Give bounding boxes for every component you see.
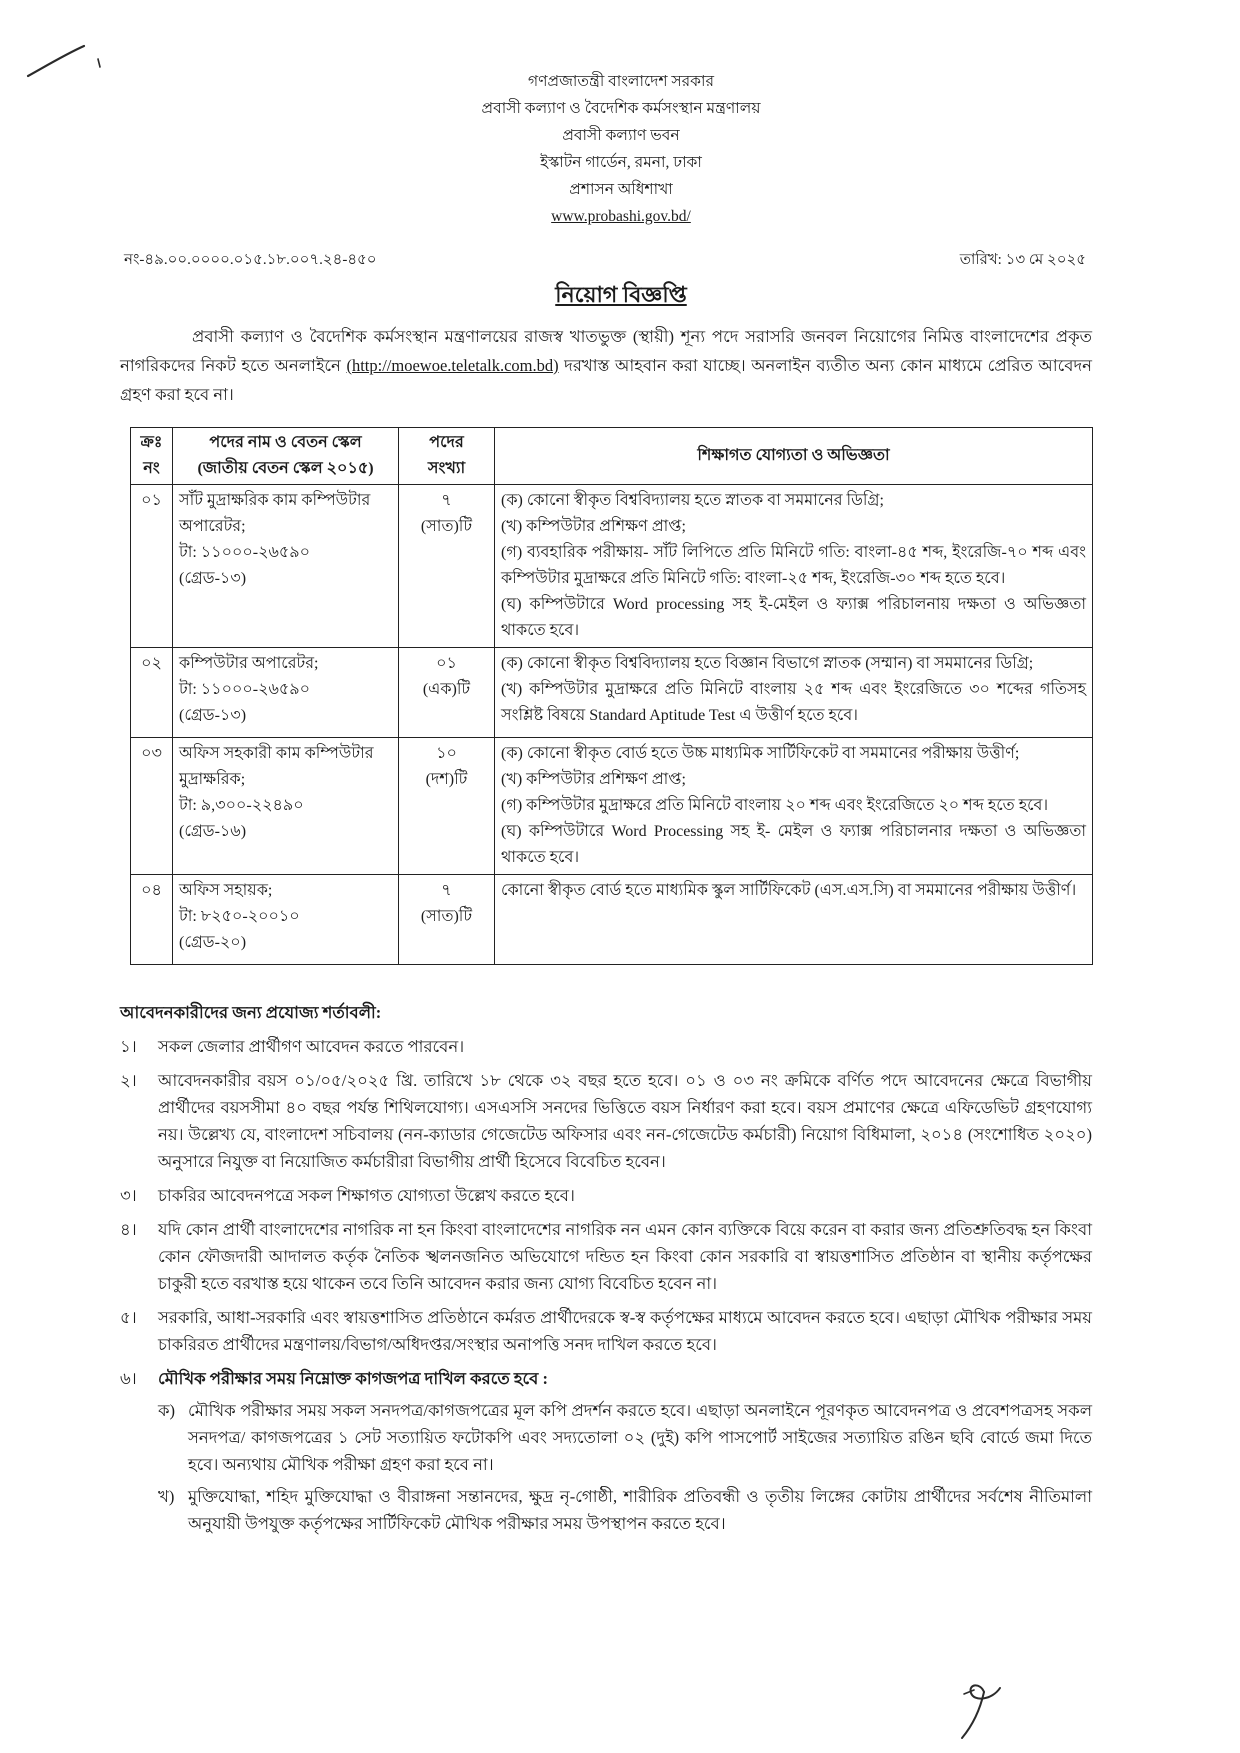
qualification-item: (ক) কোনো স্বীকৃত বিশ্ববিদ্যালয় হতে বিজ্ঞান বিভাগে স্নাতক (সম্মান) বা সমমানের ডিগ্রি; [501, 655, 1034, 672]
condition-item [120, 1067, 1092, 1175]
condition-item [120, 1182, 1092, 1209]
condition-body [158, 1304, 1092, 1358]
condition-body [158, 1365, 1092, 1537]
post-count: ৭ [441, 492, 452, 509]
qualification-item: (গ) ব্যবহারিক পরীক্ষায়- সাঁট লিপিতে প্রতি মিনিটে গতি: বাংলা-৪৫ শব্দ, ইংরেজি-৭০ শব্দ এবং কম্পিউটার মুদ্রাক্ষরে প্রতি মিনিটে গতি: বাংলা-২৫ শব্দ, ইংরেজি-৩০ শব্দ হতে হবে। [501, 544, 1086, 587]
vacancy-row [131, 875, 1093, 965]
condition-number: ৪। [120, 1220, 137, 1239]
header-building: প্রবাসী কল্যাণ ভবন [562, 127, 680, 144]
application-url: (http://moewoe.teletalk.com.bd) [346, 356, 559, 375]
memo-number: নং-৪৯.০০.০০০০.০১৫.১৮.০০৭.২৪-৪৫০ [124, 252, 377, 268]
notice-title: নিয়োগ বিজ্ঞপ্তি [555, 282, 687, 307]
pay-grade: (গ্রেড-১৬) [179, 823, 247, 840]
post-count-cell [399, 875, 495, 965]
header-count-line: পদের [429, 434, 464, 451]
condition-number: ১। [120, 1037, 137, 1056]
row-serial: ০১ [131, 485, 173, 648]
header-branch: প্রশাসন অধিশাখা [569, 181, 673, 198]
header-qualification: শিক্ষাগত যোগ্যতা ও অভিজ্ঞতা [495, 428, 1093, 485]
condition-text: চাকরির আবেদনপত্রে সকল শিক্ষাগত যোগ্যতা উল্লেখ করতে হবে। [158, 1186, 575, 1205]
post-count: ৭ [441, 882, 452, 899]
qualification-cell [495, 738, 1093, 875]
condition-number: ২। [120, 1071, 137, 1090]
header-count [399, 428, 495, 485]
vacancy-row [131, 648, 1093, 738]
qualification-item: (ঘ) কম্পিউটারে Word Processing সহ ই- মেইল ও ফ্যাক্স পরিচালনার দক্ষতা ও অভিজ্ঞতা থাকতে হবে। [501, 823, 1086, 866]
pay-grade: (গ্রেড-২০) [179, 934, 247, 951]
sub-item-text: মুক্তিযোদ্ধা, শহিদ মুক্তিযোদ্ধা ও বীরাঙ্গনা সন্তানদের, ক্ষুদ্র নৃ-গোষ্ঠী, শারীরিক প্রতিবন্ধী ও তৃতীয় লিঙ্গের কোটায় প্রার্থীদের সর্বশেষ নীতিমালা অনুযায়ী উপযুক্ত কর্তৃপক্ষের সার্টিফিকেট মৌখিক পরীক্ষার সময় উপস্থাপন করতে হবে। [188, 1487, 1092, 1533]
qualification-item: (ক) কোনো স্বীকৃত বোর্ড হতে উচ্চ মাধ্যমিক সার্টিফিকেট বা সমমানের পরীক্ষায় উত্তীর্ণ; [501, 745, 1020, 762]
issue-date: তারিখ: ১৩ মে ২০২৫ [959, 252, 1086, 268]
post-cell [173, 738, 399, 875]
vacancy-table-head [131, 428, 1093, 485]
post-count-cell [399, 648, 495, 738]
header-serial-line: নং [143, 460, 160, 477]
condition-item [120, 1216, 1092, 1297]
qualification-item: কোনো স্বীকৃত বোর্ড হতে মাধ্যমিক স্কুল সার্টিফিকেট (এস.এস.সি) বা সমমানের পরীক্ষায় উত্তীর্ণ। [501, 882, 1077, 899]
header-serial [131, 428, 173, 485]
condition-body [158, 1182, 1092, 1209]
qualification-cell [495, 485, 1093, 648]
condition-item [120, 1365, 1092, 1537]
condition-text: সরকারি, আধা-সরকারি এবং স্বায়ত্তশাসিত প্রতিষ্ঠানে কর্মরত প্রার্থীদেরকে স্ব-স্ব কর্তৃপক্ষের মাধ্যমে আবেদন করতে হবে। এছাড়া মৌখিক পরীক্ষার সময় চাকরিরত প্রার্থীদের মন্ত্রণালয়/বিভাগ/অধিদপ্তর/সংস্থার অনাপত্তি সনদ দাখিল করতে হবে। [158, 1308, 1092, 1354]
condition-text: আবেদনকারীর বয়স ০১/০৫/২০২৫ খ্রি. তারিখে ১৮ থেকে ৩২ বছর হতে হবে। ০১ ও ০৩ নং ক্রমিকে বর্ণিত পদে আবেদনের ক্ষেত্রে বিভাগীয় প্রার্থীদের বয়সসীমা ৪০ বছর পর্যন্ত শিথিলযোগ্য। এসএসসি সনদের ভিত্তিতে বয়স নির্ধারণ করা হবে। বয়স প্রমাণের ক্ষেত্রে এফিডেভিট গ্রহণযোগ্য নয়। উল্লেখ্য যে, বাংলাদেশ সচিবালয় (নন-ক্যাডার গেজেটেড অফিসার এবং নন-গেজেটেড কর্মচারী) নিয়োগ বিধিমালা, ২০১৪ (সংশোধিত ২০২০) অনুসারে নিযুক্ত বা নিয়োজিত কর্মচারীরা বিভাগীয় প্রার্থী হিসেবে বিবেচিত হবেন। [158, 1071, 1092, 1171]
document-content [120, 68, 1092, 1537]
condition-number: ৫। [120, 1308, 137, 1327]
header-post-title: পদের নাম ও বেতন স্কেল [209, 434, 362, 451]
qualification-item: (খ) কম্পিউটার মুদ্রাক্ষরে প্রতি মিনিটে বাংলায় ২৫ শব্দ এবং ইংরেজিতে ৩০ শব্দের গতিসহ সংশ্লিষ্ট বিষয়ে Standard Aptitude Test এ উত্তীর্ণ হতে হবে। [501, 681, 1086, 724]
condition-sub-item [158, 1483, 1092, 1537]
intro-paragraph [120, 322, 1092, 409]
condition-text: যদি কোন প্রার্থী বাংলাদেশের নাগরিক না হন কিংবা বাংলাদেশের নাগরিক নন এমন কোন ব্যক্তিকে বিয়ে করেন বা করার জন্য প্রতিশ্রুতিবদ্ধ হন কিংবা কোন ফৌজদারী আদালত কর্তৃক নৈতিক স্খলনজনিত অভিযোগে দন্ডিত হন কিংবা কোন সরকারি বা স্বায়ত্তশাসিত প্রতিষ্ঠান বা স্থানীয় কর্তৃপক্ষের চাকুরী হতে বরখাস্ত হয়ে থাকেন তবে তিনি আবেদন করার জন্য যোগ্য বিবেচিত হবেন না। [158, 1220, 1092, 1293]
condition-number: ৬। [120, 1369, 137, 1388]
letterhead [120, 68, 1092, 230]
intro-text: প্রবাসী কল্যাণ ও বৈদেশিক কর্মসংস্থান মন্ত্রণালয়ের রাজস্ব খাতভুক্ত (স্থায়ী) শূন্য পদে সরাসরি জনবল নিয়োগের নিমিত্ত বাংলাদেশের প্রকৃত নাগরিকদের নিকট হতে অনলাইনে [120, 327, 1092, 375]
header-post-subtitle: (জাতীয় বেতন স্কেল ২০১৫) [197, 460, 374, 477]
post-count-words: (সাত)টি [420, 908, 473, 925]
post-count-words: (দশ)টি [425, 771, 468, 788]
qualification-cell [495, 875, 1093, 965]
sub-item-label: ক) [158, 1401, 176, 1420]
post-cell [173, 648, 399, 738]
vacancy-table [130, 427, 1093, 965]
condition-text: মৌখিক পরীক্ষার সময় নিম্নোক্ত কাগজপত্র দাখিল করতে হবে : [158, 1369, 548, 1388]
header-serial-line: ক্রঃ [140, 434, 163, 451]
qualification-cell [495, 648, 1093, 738]
header-count-line: সংখ্যা [427, 460, 466, 477]
post-count: ০১ [436, 655, 457, 672]
pay-scale: টা: ৯,৩০০-২২৪৯০ [179, 797, 304, 814]
post-count-words: (সাত)টি [420, 518, 473, 535]
qualification-item: (ঘ) কম্পিউটারে Word processing সহ ই-মেইল ও ফ্যাক্স পরিচালনায় দক্ষতা ও অভিজ্ঞতা থাকতে হবে। [501, 596, 1086, 639]
condition-body [158, 1033, 1092, 1060]
post-name: সাঁট মুদ্রাক্ষরিক কাম কম্পিউটার অপারেটর; [179, 492, 371, 535]
signature [944, 1676, 1024, 1746]
condition-body [158, 1067, 1092, 1175]
pay-scale: টা: ১১০০০-২৬৫৯০ [179, 681, 311, 698]
conditions-section [120, 999, 1092, 1537]
post-name: অফিস সহায়ক; [179, 882, 273, 899]
condition-item [120, 1304, 1092, 1358]
condition-sub-item [158, 1397, 1092, 1478]
qualification-item: (খ) কম্পিউটার প্রশিক্ষণ প্রাপ্ত; [501, 771, 686, 788]
post-count: ১০ [436, 745, 457, 762]
memo-row [120, 248, 1092, 272]
pay-scale: টা: ১১০০০-২৬৫৯০ [179, 544, 311, 561]
vacancy-row [131, 738, 1093, 875]
header-ministry: প্রবাসী কল্যাণ ও বৈদেশিক কর্মসংস্থান মন্ত্রণালয় [481, 100, 761, 117]
post-count-cell [399, 485, 495, 648]
row-serial: ০৩ [131, 738, 173, 875]
sub-item-text: মৌখিক পরীক্ষার সময় সকল সনদপত্র/কাগজপত্রের মূল কপি প্রদর্শন করতে হবে। এছাড়া অনলাইনে পূরণকৃত আবেদনপত্র ও প্রবেশপত্রসহ সকল সনদপত্র/ কাগজপত্রের ১ সেট সত্যায়িত ফটোকপি এবং সদ্যতোলা ০২ (দুই) কপি পাসপোর্ট সাইজের সত্যায়িত রঙিন ছবি বোর্ডে জমা দিতে হবে। অন্যথায় মৌখিক পরীক্ষা গ্রহণ করা হবে না। [188, 1401, 1092, 1474]
header-website-line [150, 203, 1092, 230]
row-serial: ০২ [131, 648, 173, 738]
sub-item-label: খ) [158, 1487, 175, 1506]
header-row [131, 428, 1093, 485]
ministry-website: www.probashi.gov.bd/ [551, 208, 691, 225]
vacancy-table-body [131, 485, 1093, 965]
pay-grade: (গ্রেড-১৩) [179, 570, 247, 587]
header-government: গণপ্রজাতন্ত্রী বাংলাদেশ সরকার [527, 73, 715, 90]
row-serial: ০৪ [131, 875, 173, 965]
post-name: কম্পিউটার অপারেটর; [179, 655, 319, 672]
post-cell [173, 485, 399, 648]
post-name: অফিস সহকারী কাম কম্পিউটার মুদ্রাক্ষরিক; [179, 745, 374, 788]
header-post [173, 428, 399, 485]
post-cell [173, 875, 399, 965]
condition-body [158, 1216, 1092, 1297]
notice-title-wrap [120, 280, 1092, 310]
header-address: ইস্কাটন গার্ডেন, রমনা, ঢাকা [540, 154, 702, 171]
qualification-item: (খ) কম্পিউটার প্রশিক্ষণ প্রাপ্ত; [501, 518, 686, 535]
conditions-heading: আবেদনকারীদের জন্য প্রযোজ্য শর্তাবলী: [120, 1003, 382, 1022]
condition-text: সকল জেলার প্রার্থীগণ আবেদন করতে পারবেন। [158, 1037, 465, 1056]
qualification-item: (ক) কোনো স্বীকৃত বিশ্ববিদ্যালয় হতে স্নাতক বা সমমানের ডিগ্রি; [501, 492, 884, 509]
post-count-cell [399, 738, 495, 875]
intro-text-end: দরখাস্ত আহবান করা যাচ্ছে। অনলাইন ব্যতীত অন্য কোন মাধ্যমে প্রেরিত আবেদন গ্রহণ করা হবে না। [120, 356, 1092, 404]
qualification-item: (গ) কম্পিউটার মুদ্রাক্ষরে প্রতি মিনিটে বাংলায় ২০ শব্দ এবং ইংরেজিতে ২০ শব্দ হতে হবে। [501, 797, 1049, 814]
pay-scale: টা: ৮২৫০-২০০১০ [179, 908, 300, 925]
post-count-words: (এক)টি [422, 681, 471, 698]
condition-number: ৩। [120, 1186, 137, 1205]
pay-grade: (গ্রেড-১৩) [179, 707, 247, 724]
condition-item [120, 1033, 1092, 1060]
vacancy-row [131, 485, 1093, 648]
pen-mark [22, 38, 112, 88]
